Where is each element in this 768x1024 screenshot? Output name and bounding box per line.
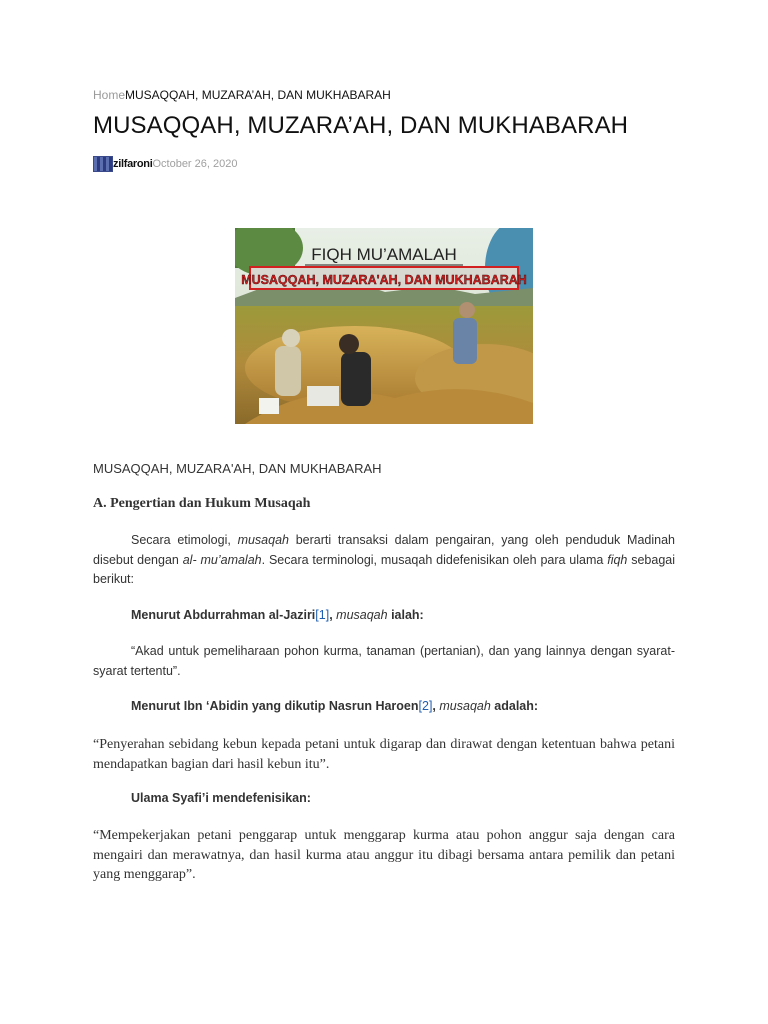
italic-term: musaqah — [237, 533, 289, 547]
breadcrumb-home-link[interactable]: Home — [93, 88, 126, 102]
italic-term: musaqah — [439, 699, 491, 713]
breadcrumb — [93, 88, 391, 102]
italic-term: al- mu’amalah — [182, 552, 262, 567]
author-link[interactable]: zilfaroni — [113, 158, 153, 170]
text: Menurut Abdurrahman al-Jaziri — [131, 608, 316, 622]
footnote-link-2[interactable]: [2] — [418, 699, 433, 713]
footnote-link-1[interactable]: [1] — [315, 608, 330, 622]
section-title: MUSAQQAH, MUZARA'AH, DAN MUKHABARAH — [93, 461, 382, 476]
text: , — [329, 608, 337, 622]
italic-term: musaqah — [336, 608, 388, 622]
quote-syafii: “Mempekerjakan petani penggarap untuk menggarap kurma atau pohon anggur saja dengan cara mengairi dan merawatnya, dan hasil kurma atau anggur itu dibagi bersama antara pemilik dan petani yang menggarap”. — [93, 828, 675, 882]
italic-term: fiqh — [607, 552, 628, 567]
text: sebagai berikut: — [93, 552, 676, 586]
avatar[interactable] — [93, 156, 113, 172]
quote-abidin: “Penyerahan sebidang kebun kepada petani untuk digarap dan dirawat dengan ketentuan bahwa petani mendapatkan bagian dari hasil kebun itu”. — [93, 737, 675, 772]
text: . Secara terminologi, musaqah didefenisikan oleh para ulama — [261, 552, 608, 567]
post-date: October 26, 2020 — [152, 158, 238, 170]
subheading: A. Pengertian dan Hukum Musaqah — [93, 496, 311, 511]
paragraph-abidin — [93, 697, 675, 717]
page-title: MUSAQQAH, MUZARA’AH, DAN MUKHABARAH — [93, 112, 629, 139]
text: berarti transaksi dalam pengairan, yang oleh penduduk Madinah disebut dengan — [93, 533, 675, 567]
quote-jaziri: “Akad untuk pemeliharaan pohon kurma, tanaman (pertanian), dan yang lainnya dengan syarat-syarat tertentu”. — [93, 644, 675, 678]
text: Menurut Ibn ‘Abidin yang dikutip Nasrun Haroen — [131, 699, 419, 713]
text: , — [432, 699, 440, 713]
hero-heading: FIQH MU’AMALAH — [311, 245, 457, 264]
paragraph-jaziri — [93, 606, 675, 626]
hero-banner-text: MUSAQQAH, MUZARA'AH, DAN MUKHABARAH — [241, 273, 527, 287]
text: ialah: — [387, 608, 424, 622]
text: adalah: — [490, 699, 539, 713]
hero-image — [235, 228, 533, 424]
post-meta — [93, 156, 237, 172]
paragraph-etimologi — [93, 531, 675, 590]
breadcrumb-current: MUSAQQAH, MUZARA’AH, DAN MUKHABARAH — [125, 88, 391, 102]
paragraph-syafii: Ulama Syafi’i mendefenisikan: — [131, 791, 311, 805]
text: Secara etimologi, — [131, 533, 238, 547]
